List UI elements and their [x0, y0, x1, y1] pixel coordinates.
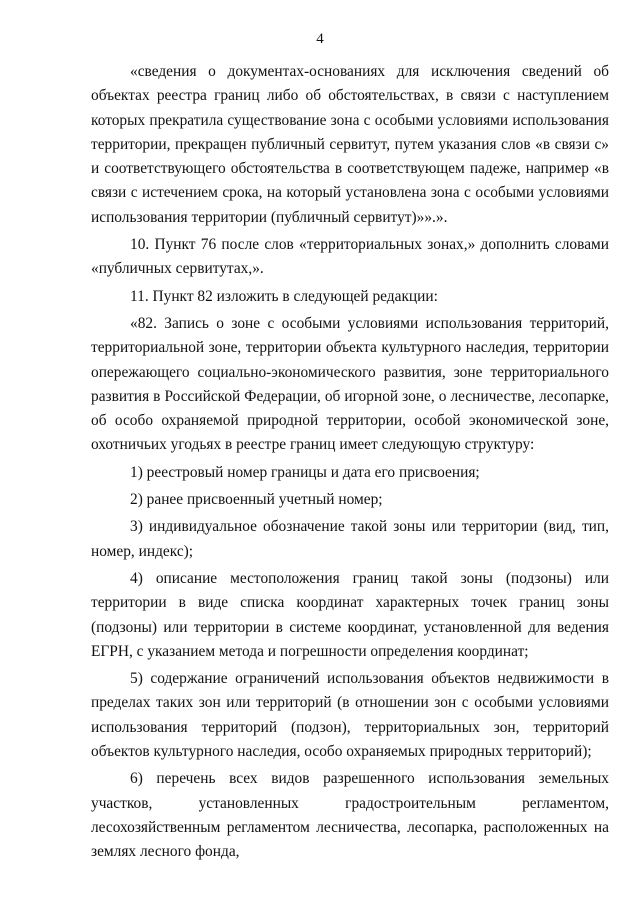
paragraph-item-10: 10. Пункт 76 после слов «территориальных зонах,» дополнить словами «публичных сервитутах,». [91, 236, 609, 278]
list-item-4: 4) описание местоположения границ такой зоны (подзоны) или территории в виде списка координат характерных точек границ зоны (подзоны) или территории в системе координат, установленной для ведения ЕГРН, с указанием метода и погрешности определения координат; [91, 569, 609, 660]
document-body [91, 60, 609, 865]
list-item-6: 6) перечень всех видов разрешенного использования земельных участков, установленных градостроительным регламентом, лесохозяйственным регламентом лесничества, лесопарка, расположенных на землях лесного фонда, [91, 770, 609, 861]
paragraph-item-11: 11. Пункт 82 изложить в следующей редакции: [130, 287, 438, 305]
list-item-1: 1) реестровый номер границы и дата его присвоения; [130, 463, 480, 481]
list-item-2: 2) ранее присвоенный учетный номер; [130, 491, 383, 509]
paragraph-records-info: «сведения о документах-основаниях для исключения сведений об объектах реестра границ либо об обстоятельствах, в связи с наступлением которых прекратила существование зона с особыми условиями использования территории, прекращен публичный сервитут, путем указания слов «в связи с» и соответствующего обстоятельства в соответствующем падеже, например «в связи с истечением срока, на который установлена зона с особыми условиями использования территории (публичный сервитут)»».». [91, 63, 609, 226]
paragraph-point-82: «82. Запись о зоне с особыми условиями использования территорий, территориальной зоне, территории объекта культурного наследия, территории опережающего социально-экономического развития, зоне территориального развития в Российской Федерации, об игорной зоне, о лесничестве, лесопарке, об особо охраняемой природной территории, особой экономической зоне, охотничьих угодьях в реестре границ имеет следующую структуру: [91, 314, 609, 454]
page-number: 4 [316, 31, 324, 47]
list-item-5: 5) содержание ограничений использования объектов недвижимости в пределах таких зон или территорий (в отношении зон с особыми условиями использования территорий (подзон), территориальных зон, территорий объектов культурного наследия, особо охраняемых природных территорий); [91, 670, 609, 761]
list-item-3: 3) индивидуальное обозначение такой зоны или территории (вид, тип, номер, индекс); [91, 518, 609, 560]
